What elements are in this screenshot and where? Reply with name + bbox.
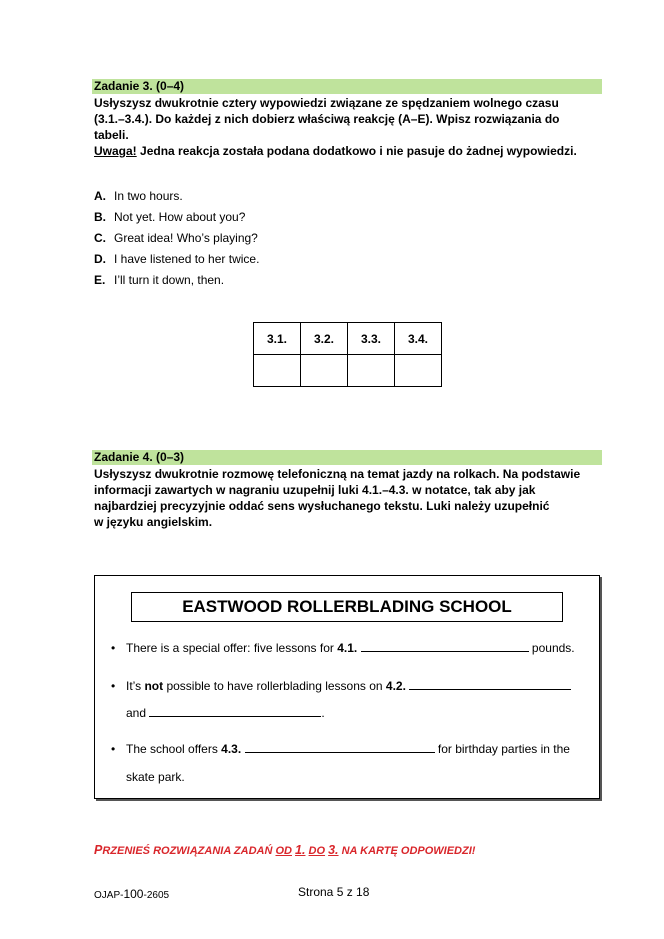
uwaga-text: Jedna reakcja została podana dodatkowo i nie pasuje do żadnej wypowiedzi. <box>136 144 577 158</box>
answer-cell-3-4[interactable] <box>395 355 442 387</box>
option-letter: D. <box>94 252 106 266</box>
option-letter: C. <box>94 231 106 245</box>
transfer-answers-notice <box>94 843 475 857</box>
option-text: I have listened to her twice. <box>114 252 260 266</box>
option-letter: B. <box>94 210 106 224</box>
task4-header: Zadanie 4. (0–3) <box>92 450 602 465</box>
bullet-dot: • <box>111 641 116 655</box>
gap-4-2b[interactable] <box>149 705 321 717</box>
notice-from: 1. <box>295 843 306 857</box>
option-letter: A. <box>94 189 106 203</box>
option-text: Great idea! Who’s playing? <box>114 231 258 245</box>
option-text: I’ll turn it down, then. <box>114 273 225 287</box>
option-e <box>94 272 259 293</box>
bullet-text: skate park. <box>126 770 185 784</box>
answer-cell-3-1[interactable] <box>254 355 301 387</box>
bullet-dot: • <box>111 742 116 756</box>
answer-table <box>253 322 442 387</box>
task3-uwaga <box>94 143 602 159</box>
answer-cell-3-2[interactable] <box>301 355 348 387</box>
gap-4-2a[interactable] <box>409 678 571 690</box>
code-prefix: OJAP- <box>94 890 124 901</box>
task4-instr-line1: Usłyszysz dwukrotnie rozmowę telefoniczną na temat jazdy na rolkach. Na podstawie <box>94 467 581 481</box>
notice-text-end: NA KARTĘ ODPOWIEDZI! <box>338 845 476 857</box>
code-suffix: -2605 <box>143 890 170 901</box>
notice-text: RZENIEŚ ROZWIĄZANIA ZADAŃ <box>102 845 276 857</box>
page-number: Strona 5 z 18 <box>298 885 370 899</box>
task4-instructions <box>94 466 602 530</box>
uwaga-word: Uwaga! <box>94 144 137 158</box>
code-number: 100 <box>123 887 144 901</box>
task3-header: Zadanie 3. (0–4) <box>92 79 602 94</box>
bullet-text: pounds. <box>531 641 575 655</box>
task3-instructions <box>94 95 602 159</box>
bullet-text: The school offers <box>126 742 222 756</box>
task4-instr-line4: w języku angielskim. <box>94 515 213 529</box>
bullet-text: There is a special offer: five lessons for <box>126 641 338 655</box>
gap-number-4-1: 4.1. <box>337 641 358 655</box>
notice-do: DO <box>308 845 326 857</box>
bullet-text: for birthday parties in the <box>437 742 570 756</box>
notice-to: 3. <box>328 843 339 857</box>
notice-od: OD <box>275 845 292 857</box>
gap-number-4-3: 4.3. <box>221 742 242 756</box>
bullet-text: It’s <box>126 679 145 693</box>
note-title: EASTWOOD ROLLERBLADING SCHOOL <box>131 592 563 622</box>
gap-4-1[interactable] <box>361 640 529 652</box>
task4-instr-line3: najbardziej precyzyjnie oddać sens wysłuchanego tekstu. Luki należy uzupełnić <box>94 499 550 513</box>
option-text: Not yet. How about you? <box>114 210 246 224</box>
notice-initial: P <box>94 843 103 857</box>
gap-4-3[interactable] <box>245 741 435 753</box>
option-d <box>94 251 259 272</box>
option-letter: E. <box>94 273 106 287</box>
answer-header-3-3: 3.3. <box>348 323 395 355</box>
task3-instr-line1: Usłyszysz dwukrotnie cztery wypowiedzi związane ze spędzaniem wolnego czasu <box>94 96 559 110</box>
task3-instr-line2: (3.1.–3.4.). Do każdej z nich dobierz właściwą reakcję (A–E). Wpisz rozwiązania do <box>94 112 560 126</box>
task3-instr-line3: tabeli. <box>94 128 129 142</box>
exam-code <box>94 887 169 901</box>
answer-header-3-2: 3.2. <box>301 323 348 355</box>
option-a <box>94 188 259 209</box>
answer-header-3-4: 3.4. <box>395 323 442 355</box>
answer-header-3-1: 3.1. <box>254 323 301 355</box>
task4-instr-line2: informacji zawartych w nagraniu uzupełnij luki 4.1.–4.3. w notatce, tak aby jak <box>94 483 536 497</box>
bullet-dot: • <box>111 679 116 693</box>
gap-number-4-2: 4.2. <box>385 679 406 693</box>
option-c <box>94 230 259 251</box>
answer-cell-3-3[interactable] <box>348 355 395 387</box>
option-b <box>94 209 259 230</box>
note-box <box>94 575 600 799</box>
bullet-text: possible to have rollerblading lessons on <box>163 679 386 693</box>
option-text: In two hours. <box>114 189 183 203</box>
bullet-emphasis: not <box>144 679 164 693</box>
bullet-text: . <box>321 706 325 720</box>
bullet-text: and <box>126 706 147 720</box>
task3-options <box>94 188 259 293</box>
